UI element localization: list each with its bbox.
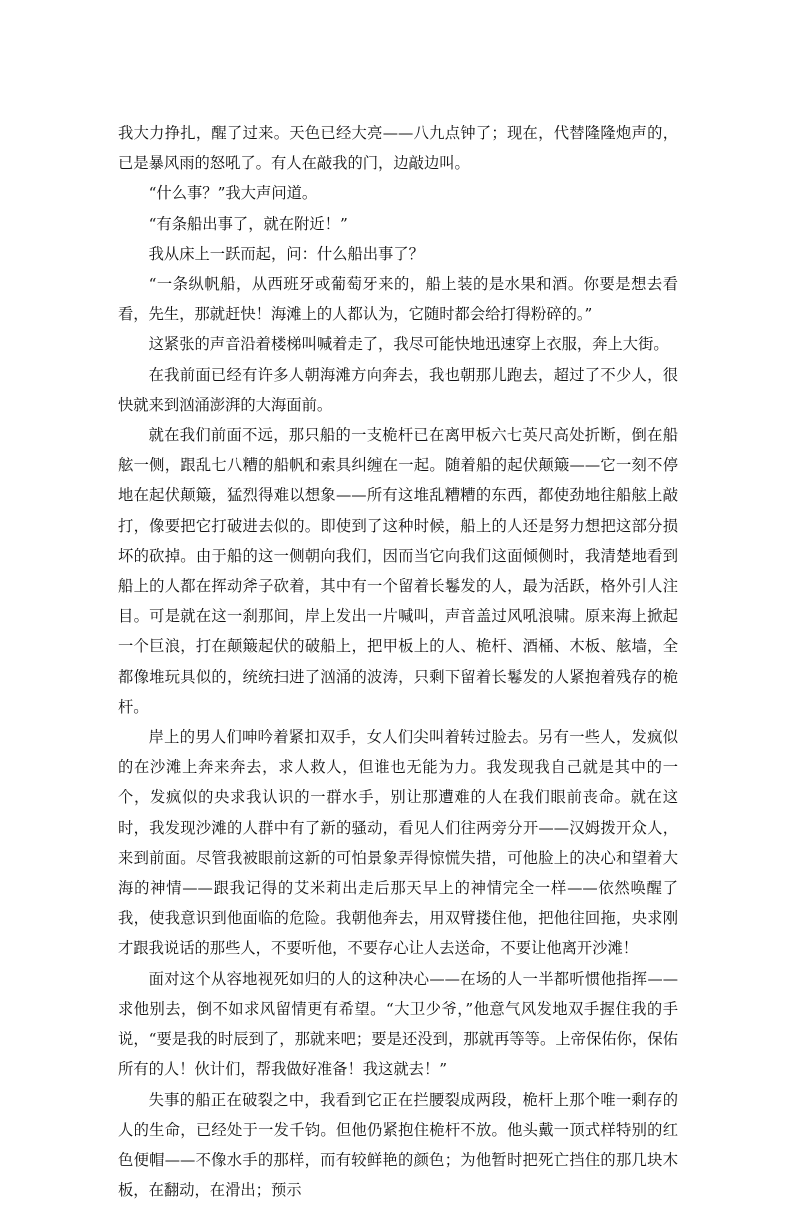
paragraph-waking: 我大力挣扎，醒了过来。天色已经大亮——八九点钟了；现在，代替隆隆炮声的，已是暴风雨的怒吼了。有人在敲我的门，边敲边叫。 (118, 118, 678, 178)
paragraph-shipwreck-news: “有条船出事了，就在附近！” (118, 209, 678, 239)
document-body (118, 118, 678, 1205)
paragraph-running-to-beach: 在我前面已经有许多人朝海滩方向奔去，我也朝那儿跑去，超过了不少人，很快就来到汹涌澎湃的大海面前。 (118, 360, 678, 420)
paragraph-jump-up: 我从床上一跃而起，问：什么船出事了？ (118, 239, 678, 269)
paragraph-question: “什么事？”我大声问道。 (118, 178, 678, 208)
paragraph-mast-broken: 就在我们前面不远，那只船的一支桅杆已在离甲板六七英尺高处折断，倒在船舷一侧，跟乱七八糟的船帆和索具纠缠在一起。随着船的起伏颠簸——它一刻不停地在起伏颠簸，猛烈得难以想象——所有这堆乱糟糟的东西，都使劲地往船舷上敲打，像要把它打破进去似的。即使到了这种时候，船上的人还是努力想把这部分损坏的砍掉。由于船的这一侧朝向我们，因而当它向我们这面倾侧时，我清楚地看到船上的人都在挥动斧子砍着，其中有一个留着长鬈发的人，最为活跃，格外引人注目。可是就在这一刹那间，岸上发出一片喊叫，声音盖过风吼浪啸。原来海上掀起一个巨浪，打在颠簸起伏的破船上，把甲板上的人、桅杆、酒桶、木板、舷墙，全都像堆玩具似的，统统扫进了汹涌的波涛，只剩下留着长鬈发的人紧抱着残存的桅杆。 (118, 420, 678, 722)
paragraph-schooner: “一条纵帆船，从西班牙或葡萄牙来的，船上装的是水果和酒。你要是想去看看，先生，那就赶快！海滩上的人都认为，它随时都会给打得粉碎的。” (118, 269, 678, 329)
paragraph-ship-breaking: 失事的船正在破裂之中，我看到它正在拦腰裂成两段，桅杆上那个唯一剩存的人的生命，已经处于一发千钧。但他仍紧抱住桅杆不放。他头戴一顶式样特别的红色便帽——不像水手的那样，而有较鲜艳的颜色；为他暂时把死亡挡住的那几块木板，在翻动，在滑出；预示 (118, 1085, 678, 1205)
paragraph-crowd-on-shore: 岸上的男人们呻吟着紧扣双手，女人们尖叫着转过脸去。另有一些人，发疯似的在沙滩上奔来奔去，求人救人，但谁也无能为力。我发现我自己就是其中的一个，发疯似的央求我认识的一群水手，别让那遭难的人在我们眼前丧命。就在这时，我发现沙滩的人群中有了新的骚动，看见人们往两旁分开——汉姆拨开众人，来到前面。尽管我被眼前这新的可怕景象弄得惊慌失措，可他脸上的决心和望着大海的神情——跟我记得的艾米莉出走后那天早上的神情完全一样——依然唤醒了我，使我意识到他面临的危险。我朝他奔去，用双臂搂住他，把他往回拖，央求刚才跟我说话的那些人，不要听他，不要存心让人去送命，不要让他离开沙滩！ (118, 722, 678, 964)
paragraph-dressing: 这紧张的声音沿着楼梯叫喊着走了，我尽可能快地迅速穿上衣服，奔上大街。 (118, 329, 678, 359)
paragraph-ham-resolve: 面对这个从容地视死如归的人的这种决心——在场的人一半都听惯他指挥——求他别去，倒不如求风留情更有希望。“大卫少爷，”他意气风发地双手握住我的手说，“要是我的时辰到了，那就来吧；要是还没到，那就再等等。上帝保佑你，保佑所有的人！伙计们，帮我做好准备！我这就去！” (118, 964, 678, 1085)
